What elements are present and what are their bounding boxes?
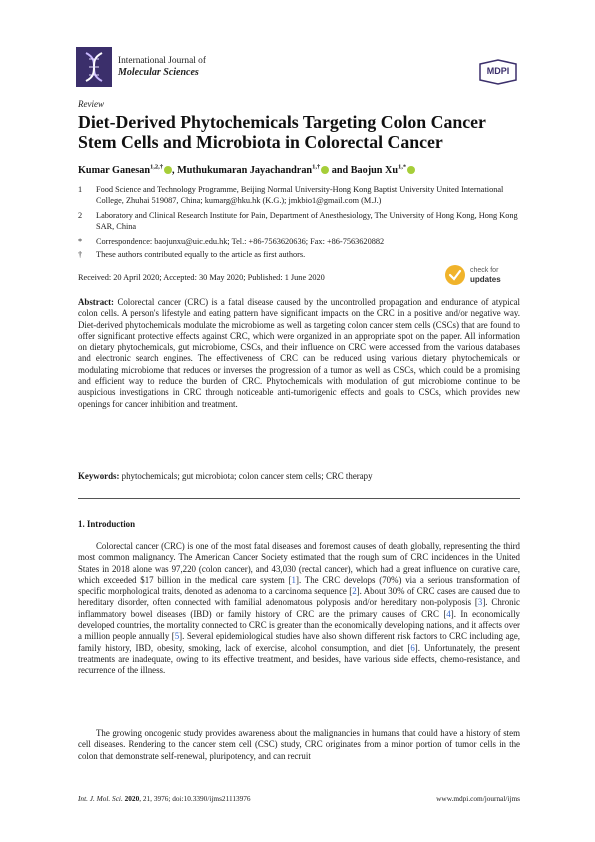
footer-citation-rest: , 21, 3976; doi:10.3390/ijms21113976	[139, 794, 251, 803]
footer-journal-abbrev: Int. J. Mol. Sci.	[78, 794, 123, 803]
keywords-label: Keywords:	[78, 471, 120, 481]
abstract-text: Colorectal cancer (CRC) is a fatal disease caused by the uncontrolled propagation and endurance of atypical colon cells. A person's lifestyle and eating pattern have significant impacts on the CRC in a positive and/or negative way. Diet-derived phytochemicals modulate the microbiome as well as targeting colon cancer stem cells (CSCs) that are found to offer significant protective effects against CRC, which were organized in an appropriate spot on the paper. All information on dietary phytochemicals, gut microbiome, CSCs, and their influence on CRC were accessed from the various databases and electronic search engines. The effectiveness of CRC can be reduced using various dietary phytochemicals or modulating microbiome that reduces or inverses the progression of a tumor as well as CSCs, which could be a promising and efficient way to reduce the burden of CRC. Phytochemicals with modulation of gut microbiome continue to be auspicious investigations in CRC through noticeable anti-tumorigenic effects and goals to CSCs, which provides new openings for cancer inhibition and treatment.	[78, 297, 521, 409]
footer-journal-url[interactable]: www.mdpi.com/journal/ijms	[436, 794, 520, 803]
publisher-logo	[476, 58, 520, 86]
keywords-text: phytochemicals; gut microbiota; colon cancer stem cells; CRC therapy	[121, 471, 373, 481]
author-name: Muthukumaran Jayachandran	[177, 165, 313, 176]
journal-logo-icon	[76, 47, 112, 87]
citation-link[interactable]: 1	[291, 574, 296, 585]
orcid-icon[interactable]	[164, 166, 172, 174]
author-affiliation-marks: 1,†	[312, 163, 321, 171]
article-type: Review	[78, 99, 104, 109]
author-separator: ,	[171, 165, 178, 176]
affiliation-marker: 1	[78, 185, 83, 194]
publisher-name: MDPI	[486, 66, 510, 76]
citation-link[interactable]: 5	[174, 631, 180, 642]
paragraph-text: ]. About 30% of CRC cases are caused due to hereditary disorder, often connected with familial adenomatous polyposis and/or hereditary non-polyposis [	[78, 586, 520, 608]
equal-contribution-marker: †	[78, 250, 83, 259]
publication-dates: Received: 20 April 2020; Accepted: 30 May 2020; Published: 1 June 2020	[78, 273, 325, 282]
paragraph-text: ]. Unfortunately, the present treatments are inadequate, owing to its effective treatment, and besides, have various side effects, chemo-resistance, and recurrence of the illness.	[78, 642, 520, 676]
introduction-paragraph	[78, 541, 520, 677]
citation-link[interactable]: 3	[477, 597, 483, 608]
affiliation-marker: 2	[78, 211, 83, 220]
author-name: Baojun Xu	[350, 165, 399, 176]
correspondence-text: Correspondence: baojunxu@uic.edu.hk; Tel.: +86-7563620636; Fax: +86-7563620882	[96, 237, 385, 246]
footer-citation	[78, 794, 251, 803]
author-affiliation-marks: 1,*	[398, 163, 407, 171]
introduction-paragraph: The growing oncogenic study provides awareness about the malignancies in humans that could have a history of stem cell diseases. Rendering to the cancer stem cell (CSC) study, CRC originates from a minor portion of tumor cells in the colon that demonstrate self-renewal, pluripotency, and can recruit	[78, 728, 520, 761]
author-affiliation-marks: 1,2,†	[149, 163, 163, 171]
paragraph-text: Colorectal cancer (CRC) is one of the most fatal diseases and foremost causes of death globally, representing the third most common malignancy. The American Cancer Society estimated that the rough sum of CRC incidences in the United States in 2018 alone was 97,220 (colon cancer), and 43,030 (rectal cancer), which had a great influence on curative care, which exceeded $17 billion in the medical care system [	[78, 541, 520, 585]
paragraph-text: ]. Several epidemiological studies have also shown different risk factors to CRC including age, family history, IBD, obesity, smoking, lack of exercise, alcohol consumption, and diet [	[78, 631, 520, 653]
keywords	[78, 471, 520, 482]
correspondence-marker: *	[78, 237, 83, 246]
check-for-updates-button[interactable]	[444, 264, 520, 286]
citation-link[interactable]: 6	[410, 642, 415, 653]
author-name: Kumar Ganesan	[78, 165, 150, 176]
article-title: Diet-Derived Phytochemicals Targeting Colon Cancer Stem Cells and Microbiota in Colorectal Cancer	[78, 112, 486, 152]
affiliation-text: Laboratory and Clinical Research Institute for Pain, Department of Anesthesiology, The University of Hong Kong, Hong Kong SAR, China	[96, 211, 518, 232]
citation-link[interactable]: 4	[446, 608, 451, 619]
check-updates-icon	[444, 264, 466, 286]
journal-name-line1: International Journal of	[118, 56, 206, 66]
check-updates-line2: updates	[470, 275, 501, 284]
orcid-icon[interactable]	[407, 166, 415, 174]
abstract	[78, 297, 520, 410]
section-divider	[78, 498, 520, 499]
footer-year: 2020	[124, 794, 140, 803]
author-separator: and	[329, 165, 351, 176]
equal-contribution-text: These authors contributed equally to the article as first authors.	[96, 250, 306, 259]
paragraph-text: ]. In economically developed countries, the mortality connected to CRC is greater than the economically developing nations, and it affects over a million people annually [	[78, 608, 520, 642]
section-heading: 1. Introduction	[78, 519, 136, 529]
author-list	[78, 165, 415, 176]
affiliation-text: Food Science and Technology Programme, Beijing Normal University-Hong Kong Baptist University United International College, Zhuhai 519087, China; kumarg@hku.hk (K.G.); jmkbio1@gmail.com (M.J.)	[96, 185, 504, 206]
abstract-label: Abstract:	[78, 297, 114, 307]
citation-link[interactable]: 2	[352, 586, 357, 597]
paragraph-text: ]. Chronic inflammatory bowel diseases (IBD) or family history of CRC are the primary causes of CRC [	[78, 597, 520, 619]
check-updates-line1: check for	[470, 267, 499, 274]
journal-name	[118, 55, 206, 79]
paragraph-text: ]. The CRC develops (70%) via a serious transformation of specific morphological traits, denoted as adenoma to a carcinoma sequence [	[78, 574, 520, 597]
journal-name-line2: Molecular Sciences	[118, 67, 199, 78]
